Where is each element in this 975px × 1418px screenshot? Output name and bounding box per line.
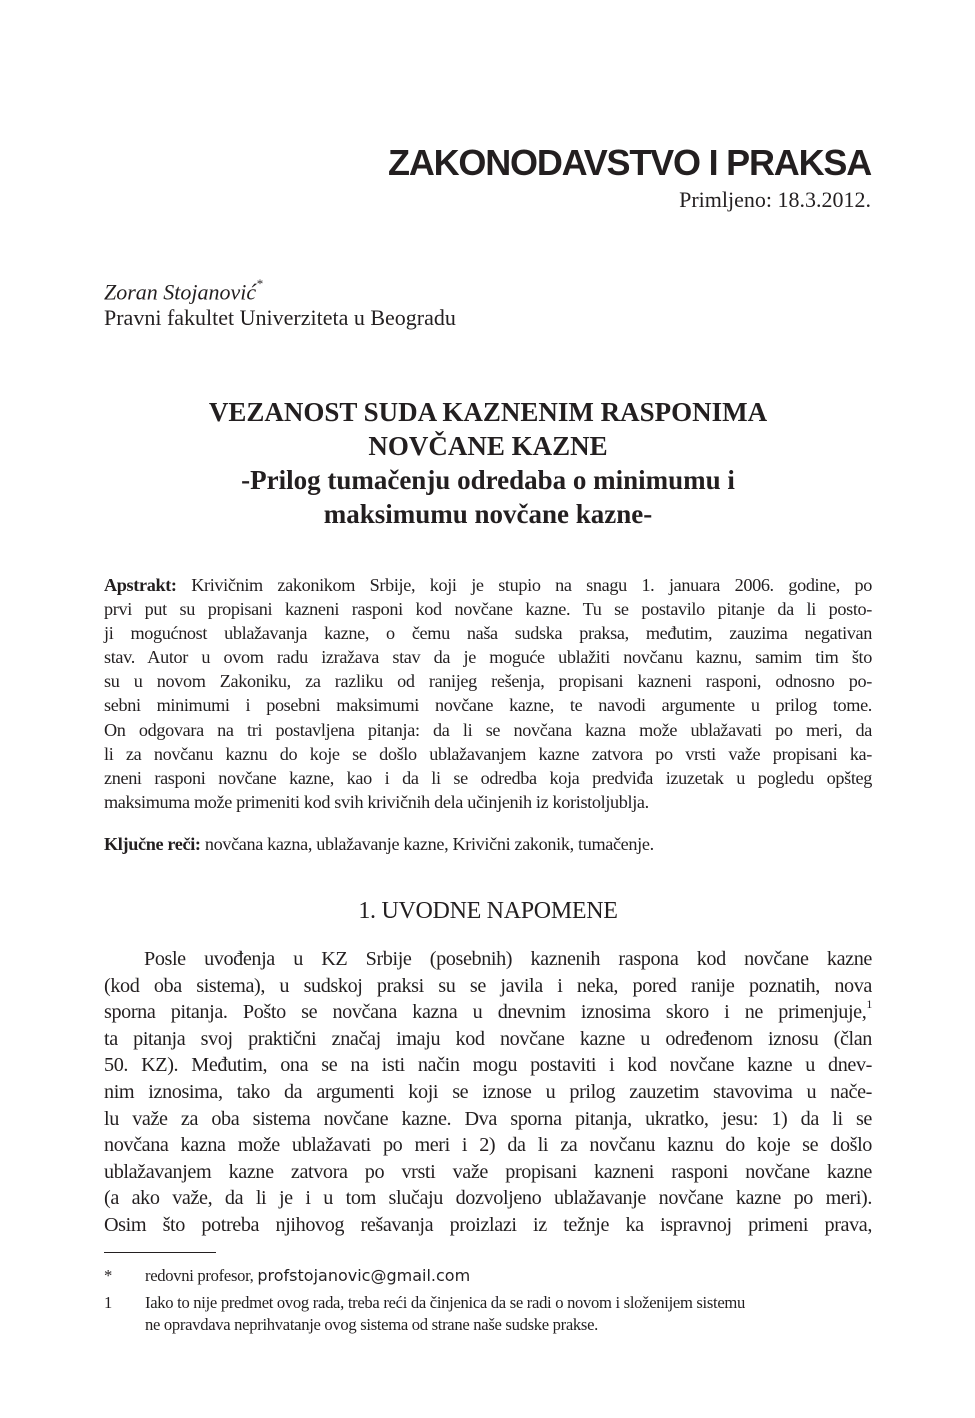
abstract-line: zneni rasponi novčane kazne, kao i da li se odredba koja predviđa izuzetak u pogledu opšteg	[104, 767, 872, 788]
body-line: lu važe za oba sistema novčane kazne. Dva sporna pitanja, ukratko, jesu: 1) da li se	[104, 1107, 872, 1130]
author-footnote-mark: *	[256, 276, 263, 291]
abstract-line: li za novčanu kaznu do koje se došlo ublažavanjem kazne zatvora po vrsti važe propisani ka-	[104, 743, 872, 764]
abstract	[104, 573, 872, 814]
footnote-divider	[104, 1252, 216, 1253]
author-email-link[interactable]: profstojanovic@gmail.com	[257, 1266, 471, 1285]
body-line: 50. KZ). Međutim, ona se na isti način mogu postaviti i kod novčane kazne u dnev-	[104, 1054, 872, 1077]
section-body	[104, 946, 872, 1239]
keywords-text: novčana kazna, ublažavanje kazne, Krivični zakonik, tumačenje.	[204, 834, 654, 854]
abstract-line: On odgovara na tri postavljena pitanja: da li se novčana kazna može ublažavati po meri, da	[104, 719, 872, 740]
author-affiliation: Pravni fakultet Univerziteta u Beogradu	[104, 305, 456, 330]
body-line: (kod oba sistema), u sudskoj praksi su se javila i neka, pored ranije poznatih, nova	[104, 974, 872, 997]
abstract-line: Apstrakt: Krivičnim zakonikom Srbije, koji je stupio na snagu 1. januara 2006. godine, po	[104, 575, 872, 595]
footnote-line: Iako to nije predmet ovog rada, treba reći da činjenica da se radi o novom i složenijem sistemu	[145, 1293, 746, 1312]
footnote-line: ne opravdava neprihvatanje ovog sistema od strane naše sudske prakse.	[145, 1314, 598, 1334]
keywords-label: Ključne reči:	[104, 834, 201, 854]
body-line: (a ako važe, da li je i u tom slučaju dozvoljeno ublažavanje novčane kazne po meri).	[104, 1187, 872, 1210]
abstract-label: Apstrakt:	[104, 575, 177, 595]
abstract-line: prvi put su propisani kazneni rasponi kod novčane kazne. Tu se postavilo pitanje da li posto-	[104, 599, 872, 620]
abstract-line: sebni minimumi i posebni maksimumi novčane kazne, te navodi argumente u prilog tome.	[104, 695, 872, 716]
footnote-author	[104, 1265, 872, 1287]
section-heading: 1. UVODNE NAPOMENE	[358, 898, 618, 924]
footnote-1	[104, 1292, 872, 1335]
author-name-text: Zoran Stojanović	[104, 279, 257, 305]
author-name	[104, 273, 263, 306]
footnote-mark: *	[104, 1266, 112, 1285]
received-date: Primljeno: 18.3.2012.	[679, 187, 871, 212]
title-line: VEZANOST SUDA KAZNENIM RASPONIMA	[208, 397, 768, 427]
body-line: nim iznosima, tako da argumenti koji se iznose u prilog zauzetim stavovima u nače-	[104, 1080, 872, 1103]
abstract-line: maksimuma može primeniti kod svih krivičnih dela učinjenih iz koristoljublja.	[104, 791, 649, 812]
subtitle-line: -Prilog tumačenju odredaba o minimumu i	[241, 465, 735, 495]
abstract-line: ji mogućnost ublažavanja kazne, o čemu naša sudska praksa, međutim, zauzima negativan	[104, 623, 872, 644]
footnote-ref: 1	[866, 997, 872, 1012]
abstract-line: su u novom Zakoniku, za razliku od ranijeg rešenja, propisani kazneni rasponi, odnosno po-	[104, 671, 872, 692]
keywords	[104, 832, 654, 856]
footnote-mark: 1	[104, 1293, 112, 1312]
footnote-text: redovni profesor,	[145, 1266, 254, 1285]
body-line: Osim što potreba njihovog rešavanja proizlazi iz težnje ka ispravnoj primeni prava,	[104, 1213, 872, 1236]
journal-section-header: ZAKONODAVSTVO I PRAKSA	[388, 142, 871, 183]
body-line: ta pitanja svoj praktični značaj imaju kod novčane kazne u određenom iznosu (član	[104, 1027, 872, 1050]
body-line: Posle uvođenja u KZ Srbije (posebnih) kaznenih raspona kod novčane kazne	[144, 948, 872, 970]
body-line: novčana kazna može ublažavati po meri i 2) da li za novčanu kaznu do koje se došlo	[104, 1134, 872, 1157]
abstract-line: stav. Autor u ovom radu izražava stav da je moguće ublažiti novčanu kaznu, samim tim što	[104, 647, 872, 668]
body-line: ublažavanjem kazne zatvora po vrsti važe propisani kazneni rasponi novčane kazne	[104, 1160, 872, 1183]
title-line: NOVČANE KAZNE	[368, 431, 608, 461]
subtitle-line: maksimumu novčane kazne-	[323, 499, 653, 529]
paper-title	[104, 395, 872, 531]
body-line: sporna pitanja. Pošto se novčana kazna u dnevnim iznosima skoro i ne primenjuje,$^1$	[104, 997, 872, 1024]
